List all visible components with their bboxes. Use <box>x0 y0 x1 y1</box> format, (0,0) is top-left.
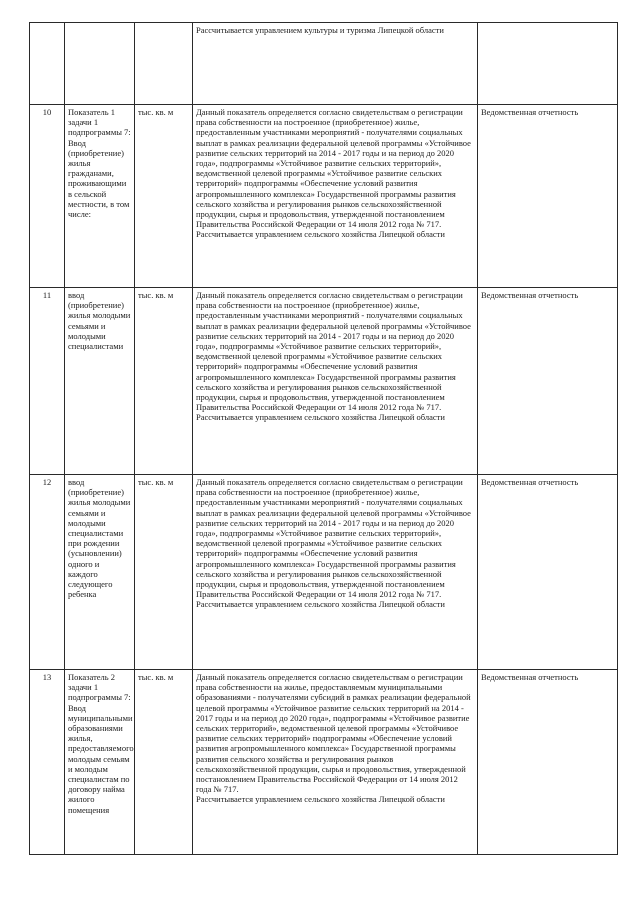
calculation-method <box>193 475 478 670</box>
indicator-name: Показатель 1 задачи 1 подпрограммы 7: Ввод (приобретение) жилья гражданами, проживающими в сельской местности, в том числе: <box>65 105 135 288</box>
calculation-method <box>193 288 478 475</box>
data-source: Ведомственная отчетность <box>478 288 618 475</box>
data-source <box>478 23 618 105</box>
unit-of-measure: тыс. кв. м <box>135 475 193 670</box>
unit-of-measure: тыс. кв. м <box>135 288 193 475</box>
responsible-body: Рассчитывается управлением сельского хозяйства Липецкой области <box>196 412 445 423</box>
indicator-name: ввод (приобретение) жилья молодыми семьями и молодыми специалистами при рождении (усыновлении) одного и каждого следующего ребенка <box>65 475 135 670</box>
responsible-body: Рассчитывается управлением культуры и туризма Липецкой области <box>196 25 444 35</box>
indicator-name <box>65 23 135 105</box>
method-text: Данный показатель определяется согласно свидетельствам о регистрации права собственности на построенное (приобретенное) жилье, предоставленным участниками мероприятий - получателями социальных выплат в рамках реализации федеральной целевой программы «Устойчивое развитие сельских территорий на 2014 - 2017 годы и на период до 2020 года», подпрограммы «Устойчивое развитие сельских территорий», ведомственной целевой программы «Устойчивое развитие сельских территорий» подпрограммы «Обеспечение условий развития агропромышленного комплекса» Государственной программы развития сельского хозяйства и регулирования рынков сельскохозяйственной продукции, сырья и продовольствия, утвержденной постановлением Правительства Российской Федерации от 14 июля 2012 года № 717. <box>196 477 471 600</box>
method-text: Данный показатель определяется согласно свидетельствам о регистрации права собственности на построенное (приобретенное) жилье, предоставленным участниками мероприятий - получателями социальных выплат в рамках реализации федеральной целевой программы «Устойчивое развитие сельских территорий на 2014 - 2017 годы и на период до 2020 года», подпрограммы «Устойчивое развитие сельских территорий», ведомственной целевой программы «Устойчивое развитие сельских территорий» подпрограммы «Обеспечение условий развития агропромышленного комплекса» Государственной программы развития сельского хозяйства и регулирования рынков сельскохозяйственной продукции, сырья и продовольствия, утвержденной постановлением Правительства Российской Федерации от 14 июля 2012 года № 717. <box>196 290 471 413</box>
calculation-method <box>193 670 478 855</box>
responsible-body: Рассчитывается управлением сельского хозяйства Липецкой области <box>196 229 445 240</box>
indicator-name: Показатель 2 задачи 1 подпрограммы 7: Ввод муниципальными образованиями жилья, предоставляемого молодым семьям и молодым специалистам по договору найма жилого помещения <box>65 670 135 855</box>
responsible-body: Рассчитывается управлением сельского хозяйства Липецкой области <box>196 599 445 610</box>
indicator-name: ввод (приобретение) жилья молодыми семьями и молодыми специалистами <box>65 288 135 475</box>
table-row <box>30 288 618 475</box>
table-row <box>30 475 618 670</box>
data-source: Ведомственная отчетность <box>478 105 618 288</box>
data-source: Ведомственная отчетность <box>478 670 618 855</box>
row-number: 13 <box>30 670 65 855</box>
unit-of-measure <box>135 23 193 105</box>
method-text: Данный показатель определяется согласно свидетельствам о регистрации права собственности на жилье, предоставляемым муниципальными образованиями - получателями субсидий в рамках реализации федеральной целевой программы «Устойчивое развитие сельских территорий на 2014 - 2017 годы и на период до 2020 года», подпрограммы «Устойчивое развитие сельских территорий», ведомственной целевой программы «Устойчивое развитие сельских территорий» подпрограммы «Обеспечение условий развития агропромышленного комплекса» Государственной программы развития сельского хозяйства и регулирования рынков сельскохозяйственной продукции, сырья и продовольствия, утвержденной постановлением Правительства Российской Федерации от 14 июля 2012 года № 717. <box>196 672 471 795</box>
calculation-method <box>193 23 478 105</box>
row-number: 10 <box>30 105 65 288</box>
responsible-body: Рассчитывается управлением сельского хозяйства Липецкой области <box>196 794 445 805</box>
table-row <box>30 105 618 288</box>
unit-of-measure: тыс. кв. м <box>135 670 193 855</box>
row-number: 12 <box>30 475 65 670</box>
method-text: Данный показатель определяется согласно свидетельствам о регистрации права собственности на построенное (приобретенное) жилье, предоставленным участниками мероприятий - получателями социальных выплат в рамках реализации федеральной целевой программы «Устойчивое развитие сельских территорий на 2014 - 2017 годы и на период до 2020 года», подпрограммы «Устойчивое развитие сельских территорий», ведомственной целевой программы «Устойчивое развитие сельских территорий» подпрограммы «Обеспечение условий развития агропромышленного комплекса» Государственной программы развития сельского хозяйства и регулирования рынков сельскохозяйственной продукции, сырья и продовольствия, утвержденной постановлением Правительства Российской Федерации от 14 июля 2012 года № 717. <box>196 107 471 230</box>
table-row <box>30 23 618 105</box>
row-number: 11 <box>30 288 65 475</box>
row-number <box>30 23 65 105</box>
table-row <box>30 670 618 855</box>
unit-of-measure: тыс. кв. м <box>135 105 193 288</box>
calculation-method <box>193 105 478 288</box>
data-source: Ведомственная отчетность <box>478 475 618 670</box>
indicators-table <box>29 22 618 855</box>
